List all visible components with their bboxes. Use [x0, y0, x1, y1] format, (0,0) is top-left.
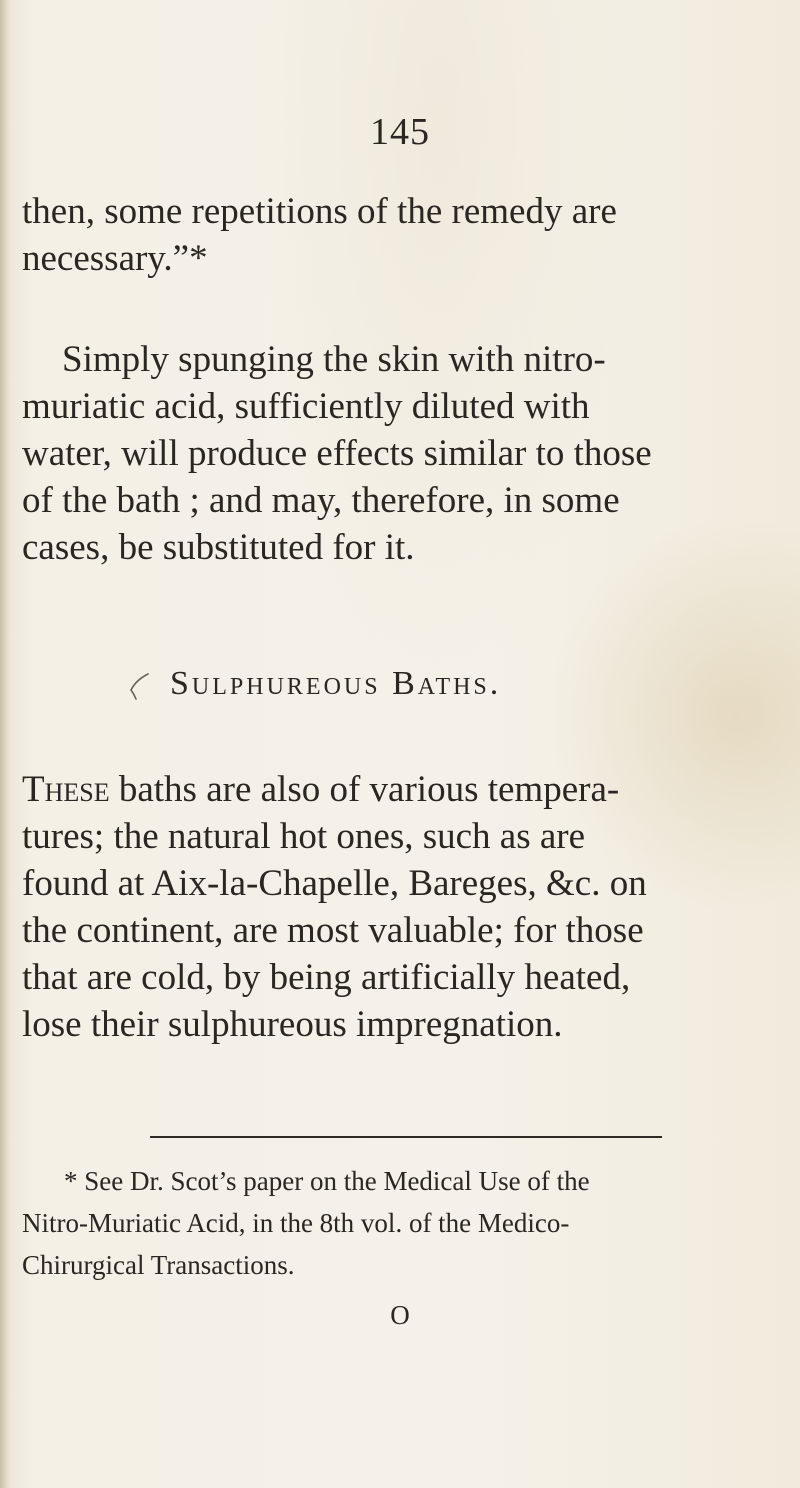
- text-line: muriatic acid, sufficiently diluted with: [22, 386, 590, 427]
- text-line: water, will produce effects similar to those: [22, 433, 652, 474]
- text-line: the continent, are most valuable; for those: [22, 910, 644, 951]
- footnote-line: Chirurgical Transactions.: [22, 1250, 295, 1280]
- lead-word: These: [22, 769, 110, 810]
- text-line-rest: baths are also of various tempera-: [109, 769, 620, 810]
- text-line: that are cold, by being artificially heated,: [22, 957, 631, 998]
- text-line: of the bath ; and may, therefore, in some: [22, 480, 620, 521]
- footnote-line: Nitro-Muriatic Acid, in the 8th vol. of the Medico-: [22, 1208, 570, 1238]
- signature-mark: O: [390, 1300, 410, 1330]
- footnote-line: * See Dr. Scot’s paper on the Medical Use of the: [64, 1166, 590, 1196]
- footnote-rule: [150, 1136, 662, 1138]
- text-line: [22, 768, 619, 811]
- text-line: cases, be substituted for it.: [22, 527, 415, 568]
- text-line: lose their sulphureous impregnation.: [22, 1004, 563, 1045]
- page-number: 145: [370, 111, 430, 153]
- text-line: then, some repetitions of the remedy are: [22, 191, 617, 232]
- section-heading: Sulphureous Baths.: [170, 665, 502, 702]
- text-line: necessary.”*: [22, 238, 208, 279]
- pencil-check-mark: [128, 672, 150, 700]
- text-line: found at Aix-la-Chapelle, Bareges, &c. on: [22, 863, 647, 904]
- text-line: Simply spunging the skin with nitro-: [62, 339, 606, 380]
- binding-gutter: [0, 0, 10, 1488]
- text-line: tures; the natural hot ones, such as are: [22, 816, 586, 857]
